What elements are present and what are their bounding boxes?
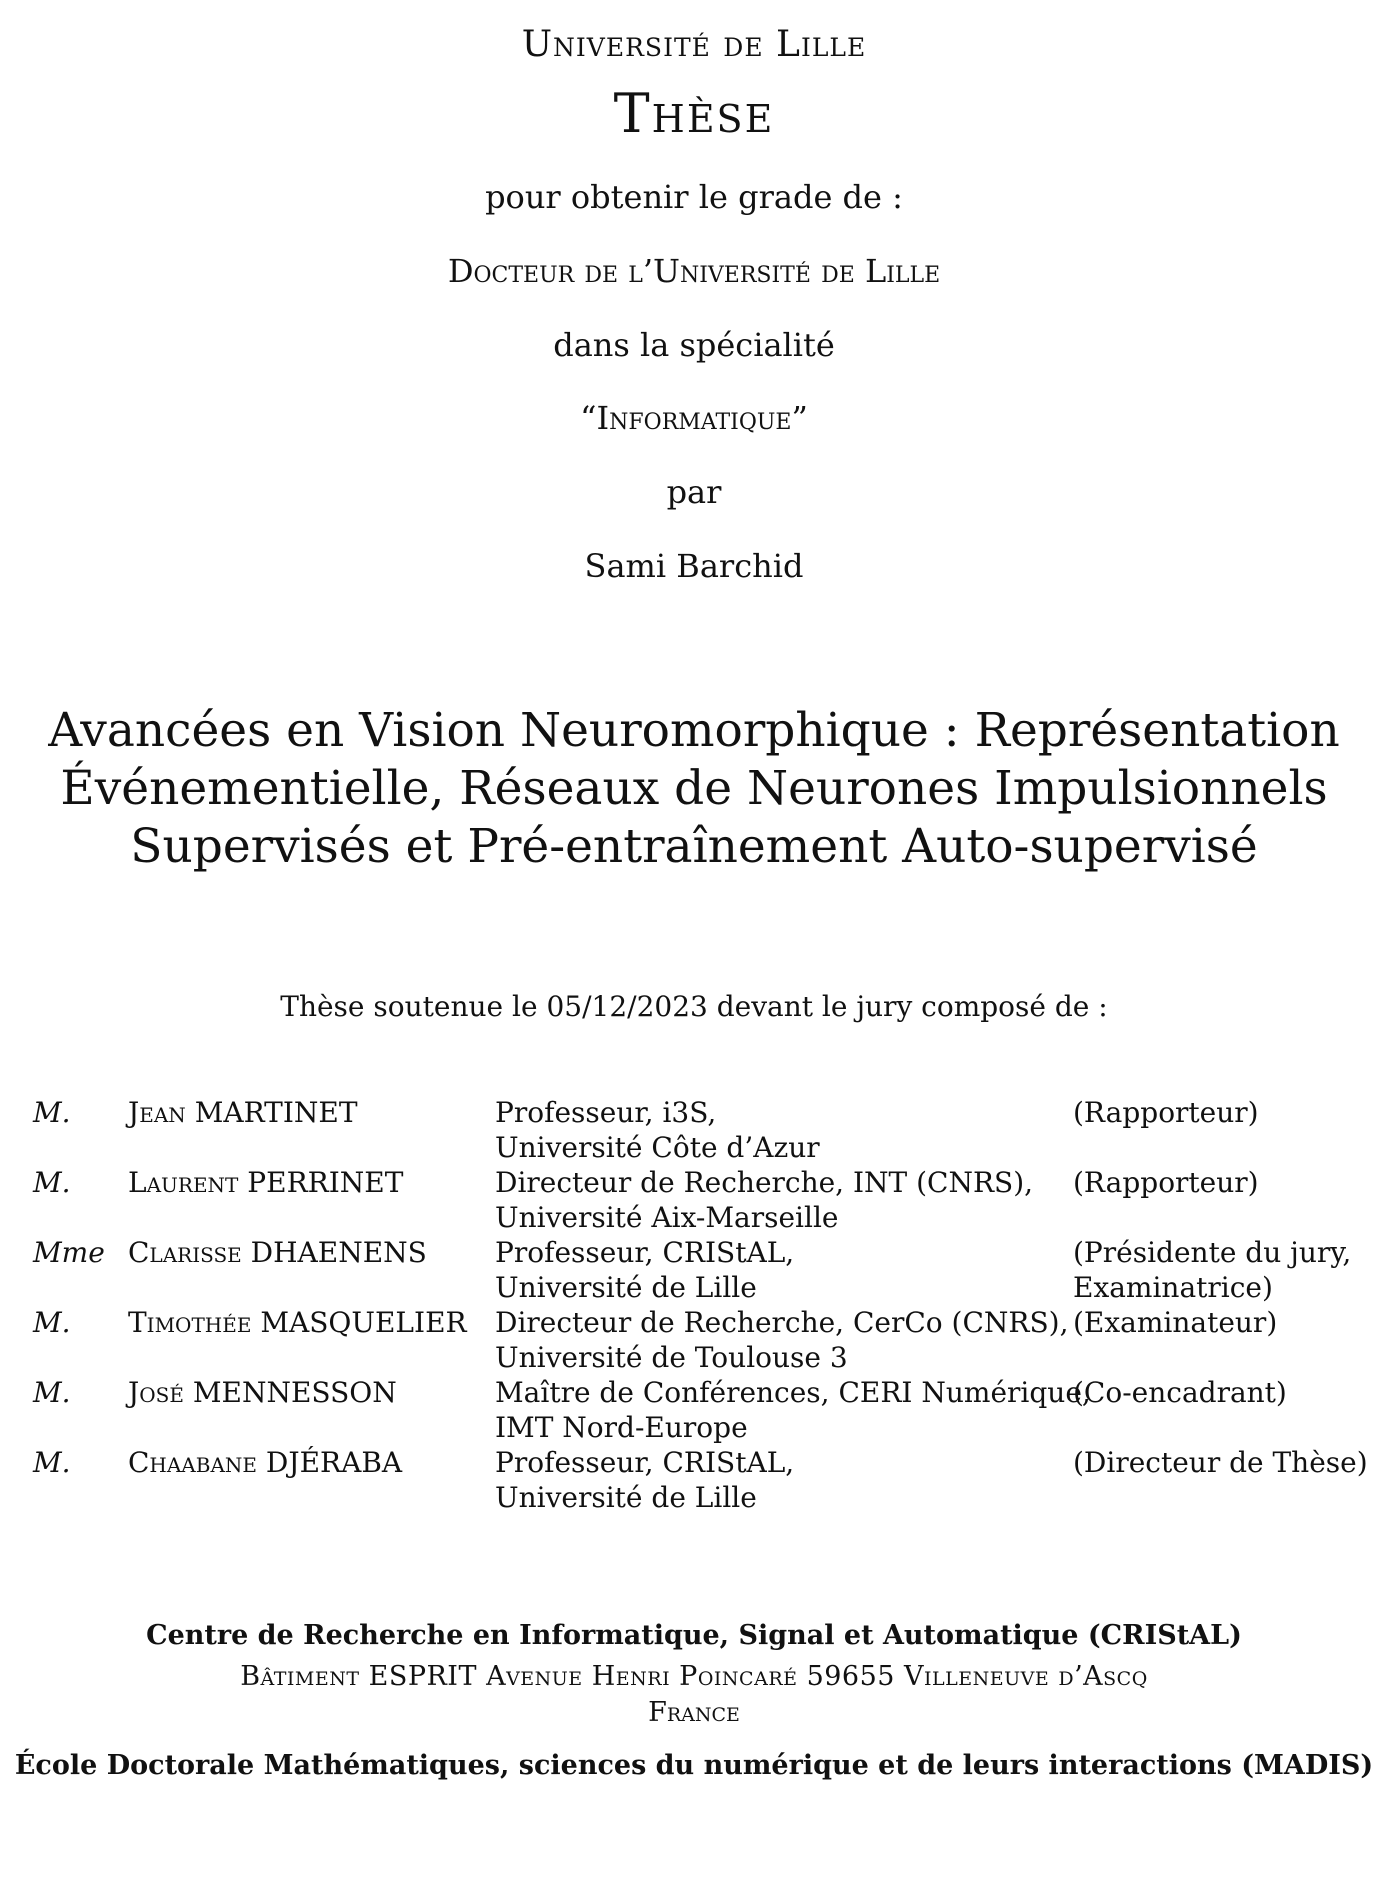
- jury-role: [1073, 1095, 1259, 1130]
- doctoral-school: École Doctorale Mathématiques, sciences du numérique et de leurs interactions (MADIS): [14, 1750, 1374, 1781]
- jury-affiliation-line: Directeur de Recherche, CerCo (CNRS),: [495, 1306, 1069, 1339]
- lab-address: Bâtiment ESPRIT Avenue Henri Poincaré 59655 Villeneuve d’Ascq: [240, 1661, 1148, 1692]
- jury-name: [128, 1095, 358, 1130]
- jury-role: [1073, 1375, 1287, 1410]
- speciality: “Informatique”: [580, 399, 808, 437]
- jury-affiliation: [495, 1165, 1033, 1235]
- jury-first-name: José: [128, 1376, 184, 1409]
- university-name: Université de Lille: [521, 24, 867, 65]
- jury-affiliation: [495, 1305, 1068, 1375]
- jury-last-name: MARTINET: [194, 1096, 358, 1129]
- jury-first-name: Laurent: [128, 1166, 239, 1199]
- jury-title: M.: [33, 1096, 71, 1129]
- jury-last-name: PERRINET: [247, 1166, 404, 1199]
- defense-statement: Thèse soutenue le 05/12/2023 devant le jury composé de :: [280, 990, 1108, 1023]
- jury-role-line: Examinatrice): [1073, 1271, 1273, 1304]
- jury-title: M.: [33, 1306, 71, 1339]
- jury-role-line: (Rapporteur): [1073, 1166, 1259, 1199]
- jury-name: [128, 1375, 397, 1410]
- jury-affiliation-line: Professeur, i3S,: [495, 1096, 717, 1129]
- thesis-title-line: Avancées en Vision Neuromorphique : Représentation: [48, 703, 1340, 758]
- jury-role-line: (Examinateur): [1073, 1306, 1278, 1339]
- jury-role-line: (Présidente du jury,: [1073, 1236, 1352, 1269]
- jury-last-name: DJÉRABA: [265, 1446, 403, 1479]
- jury-last-name: MASQUELIER: [260, 1306, 467, 1339]
- grade: Docteur de l’Université de Lille: [447, 252, 941, 290]
- jury-affiliation-line: Professeur, CRIStAL,: [495, 1236, 795, 1269]
- jury-role: [1073, 1235, 1351, 1305]
- jury-role-line: (Co-encadrant): [1073, 1376, 1287, 1409]
- thesis-title-line: Supervisés et Pré-entraînement Auto-supervisé: [130, 819, 1258, 874]
- jury-affiliation-line: Université Côte d’Azur: [495, 1131, 820, 1164]
- jury-title: Mme: [33, 1236, 105, 1269]
- document-type: Thèse: [613, 82, 775, 145]
- grade-intro: pour obtenir le grade de :: [485, 178, 903, 216]
- jury-affiliation-line: Maître de Conférences, CERI Numérique,: [495, 1376, 1091, 1409]
- thesis-title: [0, 702, 1388, 876]
- jury-affiliation-line: Université de Lille: [495, 1481, 757, 1514]
- jury-affiliation-line: Professeur, CRIStAL,: [495, 1446, 795, 1479]
- jury-title: M.: [33, 1446, 71, 1479]
- jury-title: M.: [33, 1376, 71, 1409]
- jury-affiliation: [495, 1235, 794, 1305]
- jury-first-name: Jean: [128, 1096, 186, 1129]
- jury-name: [128, 1445, 402, 1480]
- jury-role: [1073, 1305, 1277, 1340]
- jury-role: [1073, 1445, 1368, 1480]
- lab-name: Centre de Recherche en Informatique, Signal et Automatique (CRIStAL): [146, 1620, 1242, 1651]
- jury-affiliation: [495, 1375, 1091, 1445]
- jury-affiliation-line: IMT Nord-Europe: [495, 1411, 748, 1444]
- jury-first-name: Clarisse: [128, 1236, 242, 1269]
- jury-affiliation: [495, 1095, 820, 1165]
- jury-role: [1073, 1165, 1259, 1200]
- jury-name: [128, 1235, 427, 1270]
- author-name: Sami Barchid: [584, 547, 804, 585]
- jury-last-name: MENNESSON: [192, 1376, 397, 1409]
- thesis-title-line: Événementielle, Réseaux de Neurones Impulsionnels: [60, 761, 1328, 816]
- jury-name: [128, 1165, 403, 1200]
- jury-role-line: (Directeur de Thèse): [1073, 1446, 1368, 1479]
- jury-affiliation: [495, 1445, 794, 1515]
- jury-affiliation-line: Université Aix-Marseille: [495, 1201, 839, 1234]
- jury-first-name: Chaabane: [128, 1446, 257, 1479]
- jury-title: M.: [33, 1166, 71, 1199]
- jury-affiliation-line: Université de Lille: [495, 1271, 757, 1304]
- lab-country: France: [648, 1697, 740, 1728]
- jury-affiliation-line: Université de Toulouse 3: [495, 1341, 848, 1374]
- speciality-intro: dans la spécialité: [553, 326, 835, 364]
- jury-last-name: DHAENENS: [250, 1236, 427, 1269]
- jury-name: [128, 1305, 467, 1340]
- jury-first-name: Timothée: [128, 1306, 252, 1339]
- by-label: par: [666, 473, 722, 511]
- jury-affiliation-line: Directeur de Recherche, INT (CNRS),: [495, 1166, 1034, 1199]
- jury-role-line: (Rapporteur): [1073, 1096, 1259, 1129]
